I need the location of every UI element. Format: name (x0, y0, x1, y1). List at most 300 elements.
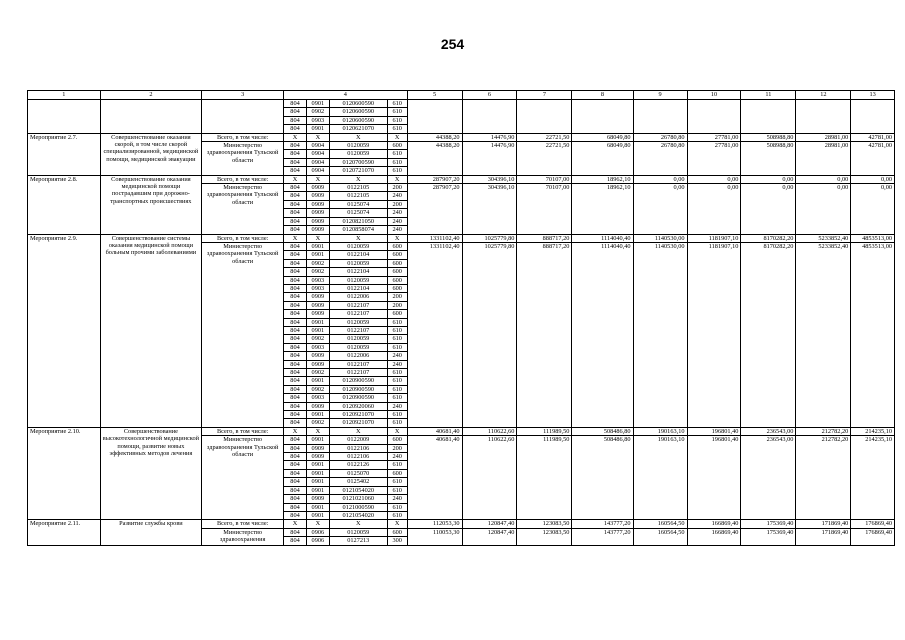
budget-code: 0901 (306, 461, 329, 469)
amount-value: 70107,00 (517, 184, 572, 234)
budget-code: 804 (284, 385, 307, 393)
budget-code: 0903 (306, 284, 329, 292)
budget-code: 804 (284, 419, 307, 427)
budget-code: 0909 (306, 293, 329, 301)
amount-value: 196801,40 (687, 436, 741, 520)
measure-description: Развитие службы крови (100, 520, 202, 545)
x-mark: X (329, 175, 387, 183)
executor: Министерство здравоохранения Тульской области (202, 242, 284, 427)
amount-value: 166869,40 (687, 528, 741, 545)
budget-code: 0901 (306, 469, 329, 477)
amount-value: 0,00 (851, 184, 895, 234)
amount-value (687, 100, 741, 134)
budget-code: 600 (387, 469, 407, 477)
amount-value: 110053,30 (407, 528, 462, 545)
budget-code: 600 (387, 259, 407, 267)
budget-code: 0901 (306, 100, 329, 108)
budget-code: 0909 (306, 200, 329, 208)
amount-value: 14476,90 (462, 142, 517, 176)
amount-value: 1331102,40 (407, 242, 462, 427)
budget-code: 0901 (306, 503, 329, 511)
amount-value: 8170282,20 (741, 242, 796, 427)
column-header: 6 (462, 91, 517, 100)
amount-value: 0,00 (796, 184, 851, 234)
budget-code: 240 (387, 192, 407, 200)
budget-code: 240 (387, 209, 407, 217)
amount-value: 5233852,40 (796, 242, 851, 427)
budget-code: 804 (284, 259, 307, 267)
budget-code: 0120920060 (329, 402, 387, 410)
budget-code: 610 (387, 158, 407, 166)
x-mark: X (387, 427, 407, 435)
budget-code: 0901 (306, 242, 329, 250)
amount-value: 212782,20 (796, 436, 851, 520)
measure-name (28, 100, 101, 134)
measure-name: Мероприятие 2.9. (28, 234, 101, 427)
budget-code: 610 (387, 394, 407, 402)
budget-code: 0902 (306, 419, 329, 427)
budget-code: 200 (387, 200, 407, 208)
budget-code: 0901 (306, 377, 329, 385)
amount-value: 110622,60 (462, 436, 517, 520)
budget-code: 804 (284, 335, 307, 343)
executor: Министерство здравоохранения (202, 528, 284, 545)
budget-code: 240 (387, 360, 407, 368)
budget-code: 804 (284, 293, 307, 301)
budget-code: 804 (284, 184, 307, 192)
budget-code: 200 (387, 444, 407, 452)
amount-value: 111989,50 (517, 436, 572, 520)
budget-code: 804 (284, 268, 307, 276)
budget-code: 804 (284, 495, 307, 503)
x-mark: X (306, 133, 329, 141)
amount-value (517, 100, 572, 134)
budget-code: 0909 (306, 301, 329, 309)
amount-value: 0,00 (687, 184, 741, 234)
budget-code: 804 (284, 142, 307, 150)
column-header: 8 (572, 91, 633, 100)
x-mark: X (387, 175, 407, 183)
measure-description: Совершенствование оказания медицинской помощи пострадавшим при дорожно-транспортных происшествиях (100, 175, 202, 234)
budget-code: 0904 (306, 158, 329, 166)
budget-code: 600 (387, 142, 407, 150)
x-mark: X (284, 133, 307, 141)
amount-value: 190163,10 (633, 436, 687, 520)
budget-code: 0125070 (329, 469, 387, 477)
budget-code: 0121054020 (329, 511, 387, 519)
total-value: 1181907,10 (687, 234, 741, 242)
total-value: 0,00 (633, 175, 687, 183)
amount-value: 214235,10 (851, 436, 895, 520)
budget-code: 0125402 (329, 478, 387, 486)
budget-code: 610 (387, 478, 407, 486)
column-header: 3 (202, 91, 284, 100)
total-value: 68049,80 (572, 133, 633, 141)
budget-code: 0120900590 (329, 385, 387, 393)
x-mark: X (387, 520, 407, 528)
budget-code: 804 (284, 150, 307, 158)
budget-code: 804 (284, 503, 307, 511)
total-label: Всего, в том числе: (202, 520, 284, 528)
amount-value (851, 100, 895, 134)
total-value: 160564,50 (633, 520, 687, 528)
budget-code: 0909 (306, 226, 329, 234)
budget-code: 600 (387, 242, 407, 250)
budget-code: 0901 (306, 251, 329, 259)
budget-code: 0122107 (329, 326, 387, 334)
budget-code: 610 (387, 167, 407, 175)
budget-code: 610 (387, 116, 407, 124)
total-value: 111989,50 (517, 427, 572, 435)
budget-code: 804 (284, 200, 307, 208)
executor: Министерство здравоохранения Тульской области (202, 184, 284, 234)
budget-code: 804 (284, 352, 307, 360)
table-row (28, 234, 895, 242)
budget-code: 0903 (306, 343, 329, 351)
budget-code: 0120600590 (329, 108, 387, 116)
amount-value: 27781,00 (687, 142, 741, 176)
budget-code: 0120900590 (329, 394, 387, 402)
budget-code: 804 (284, 116, 307, 124)
total-value: 196801,40 (687, 427, 741, 435)
total-value: 110622,60 (462, 427, 517, 435)
total-value: 176869,40 (851, 520, 895, 528)
table-row (28, 175, 895, 183)
budget-code: 0125074 (329, 200, 387, 208)
budget-code: 804 (284, 453, 307, 461)
budget-code: 804 (284, 469, 307, 477)
budget-code: 0909 (306, 352, 329, 360)
total-value: 112053,30 (407, 520, 462, 528)
budget-code: 804 (284, 217, 307, 225)
measure-name: Мероприятие 2.10. (28, 427, 101, 519)
budget-code: 610 (387, 343, 407, 351)
table-row (28, 520, 895, 528)
column-header: 2 (100, 91, 202, 100)
total-value: 1331102,40 (407, 234, 462, 242)
budget-code: 0909 (306, 209, 329, 217)
budget-code: 0122106 (329, 444, 387, 452)
amount-value: 143777,20 (572, 528, 633, 545)
total-value: 18962,10 (572, 175, 633, 183)
measure-description (100, 100, 202, 134)
budget-code: 0902 (306, 369, 329, 377)
budget-code: 610 (387, 100, 407, 108)
budget-code: 0120059 (329, 318, 387, 326)
budget-code: 600 (387, 436, 407, 444)
budget-code: 600 (387, 284, 407, 292)
x-mark: X (284, 175, 307, 183)
budget-code: 0122105 (329, 192, 387, 200)
budget-code: 0120921070 (329, 411, 387, 419)
budget-code: 240 (387, 226, 407, 234)
x-mark: X (387, 133, 407, 141)
table-row (28, 427, 895, 435)
budget-code: 610 (387, 326, 407, 334)
budget-code: 0909 (306, 310, 329, 318)
budget-code: 804 (284, 125, 307, 133)
amount-value: 28981,00 (796, 142, 851, 176)
total-value: 214235,10 (851, 427, 895, 435)
total-value: 123083,50 (517, 520, 572, 528)
total-value: 8170282,20 (741, 234, 796, 242)
column-header: 9 (633, 91, 687, 100)
budget-code: 804 (284, 436, 307, 444)
budget-code: 804 (284, 369, 307, 377)
budget-code: 0909 (306, 360, 329, 368)
page-number: 254 (440, 36, 465, 52)
amount-value: 175369,40 (741, 528, 796, 545)
budget-code: 0120900590 (329, 377, 387, 385)
total-value: 0,00 (796, 175, 851, 183)
budget-code: 610 (387, 411, 407, 419)
total-value: 26780,80 (633, 133, 687, 141)
budget-code: 240 (387, 217, 407, 225)
x-mark: X (284, 427, 307, 435)
budget-code: 804 (284, 511, 307, 519)
budget-code: 0909 (306, 184, 329, 192)
amount-value: 4853513,00 (851, 242, 895, 427)
x-mark: X (329, 427, 387, 435)
budget-code: 0904 (306, 142, 329, 150)
budget-code: 600 (387, 276, 407, 284)
amount-value: 171869,40 (796, 528, 851, 545)
amount-value (462, 100, 517, 134)
budget-code: 0125074 (329, 209, 387, 217)
budget-code: 0120059 (329, 259, 387, 267)
budget-code: 0903 (306, 116, 329, 124)
x-mark: X (329, 133, 387, 141)
budget-code: 804 (284, 411, 307, 419)
budget-code: 610 (387, 108, 407, 116)
amount-value: 26780,80 (633, 142, 687, 176)
total-value: 304396,10 (462, 175, 517, 183)
budget-code: 0121054020 (329, 486, 387, 494)
budget-code: 804 (284, 377, 307, 385)
total-value: 4853513,00 (851, 234, 895, 242)
budget-code: 0901 (306, 326, 329, 334)
budget-code: 300 (387, 537, 407, 545)
executor: Министерство здравоохранения Тульской области (202, 142, 284, 176)
amount-value: 123083,50 (517, 528, 572, 545)
amount-value: 287907,20 (407, 184, 462, 234)
executor (202, 100, 284, 134)
budget-code: 0909 (306, 402, 329, 410)
budget-code: 0120059 (329, 276, 387, 284)
budget-code: 610 (387, 318, 407, 326)
amount-value (741, 100, 796, 134)
amount-value: 508988,80 (741, 142, 796, 176)
budget-code: 610 (387, 503, 407, 511)
budget-code: 804 (284, 301, 307, 309)
budget-code: 804 (284, 167, 307, 175)
budget-code: 804 (284, 251, 307, 259)
budget-code: 0122105 (329, 184, 387, 192)
column-header: 7 (517, 91, 572, 100)
amount-value: 68049,80 (572, 142, 633, 176)
budget-code: 0122006 (329, 352, 387, 360)
total-value: 236543,00 (741, 427, 796, 435)
x-mark: X (306, 175, 329, 183)
budget-code: 610 (387, 461, 407, 469)
budget-code: 0122107 (329, 369, 387, 377)
budget-code: 0120721070 (329, 167, 387, 175)
budget-code: 0120821050 (329, 217, 387, 225)
amount-value: 1114040,40 (572, 242, 633, 427)
total-label: Всего, в том числе: (202, 234, 284, 242)
executor: Министерство здравоохранения Тульской области (202, 436, 284, 520)
budget-code: 0901 (306, 411, 329, 419)
x-mark: X (329, 234, 387, 242)
budget-code: 0904 (306, 167, 329, 175)
budget-code: 804 (284, 108, 307, 116)
budget-code: 610 (387, 486, 407, 494)
budget-code: 0902 (306, 335, 329, 343)
budget-code: 600 (387, 310, 407, 318)
amount-value: 0,00 (633, 184, 687, 234)
column-header: 12 (796, 91, 851, 100)
total-value: 0,00 (687, 175, 741, 183)
total-value: 171869,40 (796, 520, 851, 528)
column-header: 4 (284, 91, 407, 100)
total-value: 0,00 (851, 175, 895, 183)
budget-code: 600 (387, 251, 407, 259)
budget-code: 610 (387, 369, 407, 377)
column-header: 10 (687, 91, 741, 100)
budget-code: 0906 (306, 537, 329, 545)
total-value: 70107,00 (517, 175, 572, 183)
measure-description: Совершенствование высокотехнологичной медицинской помощи, развитие новых эффективных методов лечения (100, 427, 202, 519)
budget-code: 0120621070 (329, 125, 387, 133)
budget-code: 0120921070 (329, 419, 387, 427)
total-value: 888717,20 (517, 234, 572, 242)
total-value: 14476,90 (462, 133, 517, 141)
budget-code: 804 (284, 461, 307, 469)
table-body (28, 91, 895, 546)
budget-code: 0120059 (329, 343, 387, 351)
total-value: 27781,00 (687, 133, 741, 141)
budget-code: 804 (284, 100, 307, 108)
budget-code: 0902 (306, 259, 329, 267)
budget-code: 804 (284, 192, 307, 200)
budget-code: 0122009 (329, 436, 387, 444)
total-value: 190163,10 (633, 427, 687, 435)
amount-value: 22721,50 (517, 142, 572, 176)
budget-code: 0122104 (329, 268, 387, 276)
budget-code: 0122104 (329, 284, 387, 292)
amount-value: 236543,00 (741, 436, 796, 520)
budget-code: 0906 (306, 528, 329, 536)
amount-value: 1025779,80 (462, 242, 517, 427)
budget-table (27, 90, 895, 546)
budget-code: 0122006 (329, 293, 387, 301)
budget-code: 200 (387, 184, 407, 192)
budget-code: 0122107 (329, 360, 387, 368)
budget-code: 0120600590 (329, 100, 387, 108)
budget-code: 610 (387, 377, 407, 385)
amount-value: 44388,20 (407, 142, 462, 176)
budget-code: 0122106 (329, 453, 387, 461)
budget-code: 0121000590 (329, 503, 387, 511)
budget-code: 240 (387, 495, 407, 503)
budget-code: 240 (387, 402, 407, 410)
budget-code: 600 (387, 528, 407, 536)
total-value: 1140530,00 (633, 234, 687, 242)
budget-code: 804 (284, 276, 307, 284)
amount-value (796, 100, 851, 134)
budget-code: 804 (284, 158, 307, 166)
total-value: 508486,80 (572, 427, 633, 435)
x-mark: X (284, 234, 307, 242)
table-row (28, 133, 895, 141)
amount-value: 40681,40 (407, 436, 462, 520)
budget-code: 0901 (306, 436, 329, 444)
budget-code: 804 (284, 394, 307, 402)
budget-code: 0904 (306, 150, 329, 158)
budget-code: 804 (284, 209, 307, 217)
x-mark: X (284, 520, 307, 528)
total-value: 175369,40 (741, 520, 796, 528)
x-mark: X (306, 234, 329, 242)
budget-code: 804 (284, 284, 307, 292)
column-header: 13 (851, 91, 895, 100)
total-value: 5233852,40 (796, 234, 851, 242)
header-row (28, 91, 895, 100)
budget-code: 240 (387, 352, 407, 360)
measure-description: Совершенствование оказания скорой, в том числе скорой специализированной, медицинской помощи, медицинской эвакуации (100, 133, 202, 175)
budget-code: 610 (387, 335, 407, 343)
budget-code: 0122104 (329, 251, 387, 259)
total-value: 1025779,80 (462, 234, 517, 242)
budget-code: 240 (387, 453, 407, 461)
budget-code: 0120600590 (329, 116, 387, 124)
budget-code: 804 (284, 226, 307, 234)
total-value: 44388,20 (407, 133, 462, 141)
budget-code: 0902 (306, 268, 329, 276)
budget-code: 0121021060 (329, 495, 387, 503)
total-value: 287907,20 (407, 175, 462, 183)
budget-code: 0120700590 (329, 158, 387, 166)
budget-code: 804 (284, 478, 307, 486)
column-header: 1 (28, 91, 101, 100)
budget-code: 0909 (306, 495, 329, 503)
amount-value: 304396,10 (462, 184, 517, 234)
amount-value (633, 100, 687, 134)
x-mark: X (306, 427, 329, 435)
total-value: 120847,40 (462, 520, 517, 528)
total-label: Всего, в том числе: (202, 133, 284, 141)
amount-value: 160564,50 (633, 528, 687, 545)
budget-code: 804 (284, 310, 307, 318)
total-value: 42781,00 (851, 133, 895, 141)
x-mark: X (306, 520, 329, 528)
column-header: 5 (407, 91, 462, 100)
budget-code: 600 (387, 268, 407, 276)
amount-value: 42781,00 (851, 142, 895, 176)
budget-code: 0127213 (329, 537, 387, 545)
amount-value (407, 100, 462, 134)
budget-code: 0901 (306, 478, 329, 486)
measure-name: Мероприятие 2.8. (28, 175, 101, 234)
budget-code: 0901 (306, 511, 329, 519)
total-label: Всего, в том числе: (202, 427, 284, 435)
budget-code: 0909 (306, 444, 329, 452)
budget-code: 0120858074 (329, 226, 387, 234)
amount-value: 176869,40 (851, 528, 895, 545)
budget-code: 804 (284, 537, 307, 545)
budget-code: 0122126 (329, 461, 387, 469)
budget-code: 0902 (306, 108, 329, 116)
